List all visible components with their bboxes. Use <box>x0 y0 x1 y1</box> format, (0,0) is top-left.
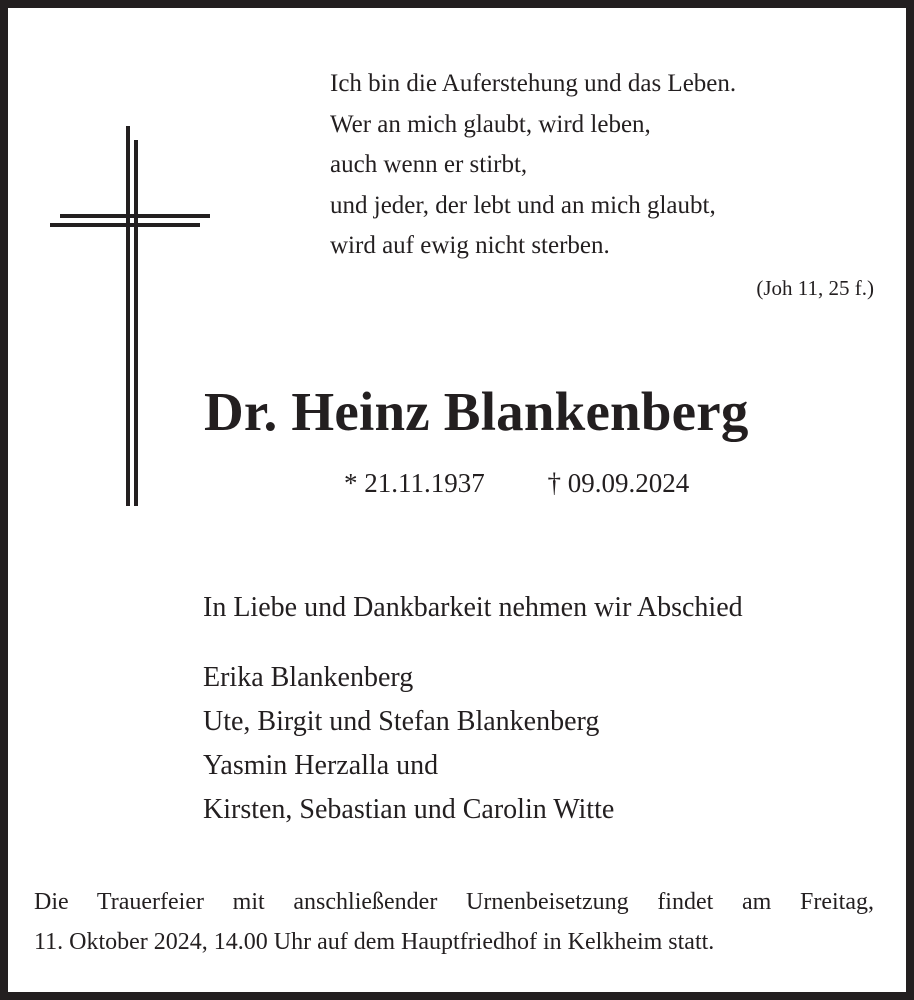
mourner-name: Ute, Birgit und Stefan Blankenberg <box>203 706 600 737</box>
verse-line: Wer an mich glaubt, wird leben, <box>330 110 651 138</box>
cross-icon <box>48 126 212 506</box>
verse-line: und jeder, der lebt und an mich glaubt, <box>330 191 716 219</box>
mourner-name: Yasmin Herzalla und <box>203 750 439 781</box>
verse-line: auch wenn er stirbt, <box>330 151 528 178</box>
service-notice-line: Die Trauerfeier mit anschließender Urnenbeisetzung findet am Freitag, <box>34 889 874 915</box>
verse-line: Ich bin die Auferstehung und das Leben. <box>330 70 737 97</box>
mourner-name: Erika Blankenberg <box>203 662 414 693</box>
service-notice-line: 11. Oktober 2024, 14.00 Uhr auf dem Hauptfriedhof in Kelkheim statt. <box>34 929 715 955</box>
deceased-name: Dr. Heinz Blankenberg <box>204 381 749 442</box>
verse-reference: (Joh 11, 25 f.) <box>756 276 874 300</box>
mourner-name: Kirsten, Sebastian und Carolin Witte <box>203 794 615 825</box>
life-dates <box>344 468 689 499</box>
mourners-list <box>203 656 614 832</box>
birth-date: * 21.11.1937 <box>344 468 485 498</box>
verse-line: wird auf ewig nicht sterben. <box>330 232 610 259</box>
bible-verse <box>330 64 736 267</box>
service-notice <box>34 882 874 962</box>
death-date: † 09.09.2024 <box>547 468 690 498</box>
farewell-intro: In Liebe und Dankbarkeit nehmen wir Abschied <box>203 592 743 623</box>
